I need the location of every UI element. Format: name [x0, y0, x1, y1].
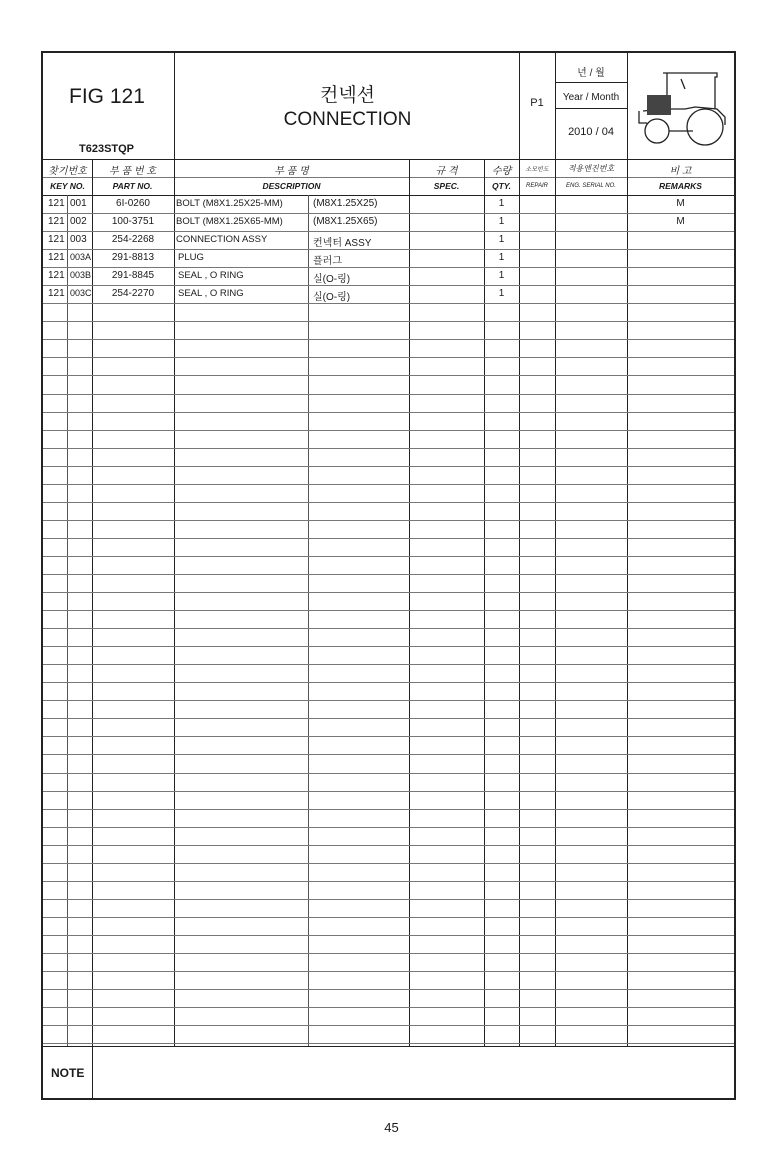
row-rule: [43, 989, 734, 990]
desc-kr-cell: (M8X1.25X25): [313, 198, 378, 209]
desc-cell: SEAL , O RING: [178, 270, 244, 281]
figure-number: FIG 121: [69, 85, 145, 108]
title-korean: 컨넥션: [319, 85, 376, 106]
row-rule: [43, 339, 734, 340]
row-rule: [43, 556, 734, 557]
year-month-label: Year / Month: [562, 92, 620, 103]
col-remarks-en: REMARKS: [659, 181, 702, 191]
col-repair-en: REPAIR: [526, 183, 548, 189]
col-repair-kr: 소모빈도: [525, 167, 549, 173]
row-rule: [43, 520, 734, 521]
qty-cell: 1: [498, 288, 505, 299]
row-rule: [43, 953, 734, 954]
fig-cell: 121: [48, 270, 65, 281]
page-code: P1: [530, 97, 544, 109]
part-cell: 254-2270: [111, 288, 155, 299]
row-rule: [43, 718, 734, 719]
desc-cell: CONNECTION ASSY: [176, 234, 268, 245]
row-rule: [43, 357, 734, 358]
parts-sheet: [41, 51, 736, 1100]
fig-cell: 121: [48, 234, 65, 245]
col-qty-kr: 수량: [491, 166, 512, 177]
row-rule: [43, 809, 734, 810]
row-rule: [43, 538, 734, 539]
qty-cell: 1: [498, 198, 505, 209]
row-rule: [43, 736, 734, 737]
key-cell: 003: [70, 234, 87, 245]
row-rule: [43, 773, 734, 774]
row-rule: [43, 1025, 734, 1026]
row-rule: [43, 394, 734, 395]
row-rule: [43, 375, 734, 376]
row-rule: [43, 971, 734, 972]
desc-cell: SEAL , O RING: [178, 288, 244, 299]
row-rule: [43, 646, 734, 647]
key-cell: 003B: [70, 270, 92, 280]
desc-kr-cell: 플러그: [313, 256, 342, 267]
row-rule: [43, 899, 734, 900]
col-qty-en: QTY.: [491, 181, 512, 191]
col-spec-en: SPEC.: [433, 181, 460, 191]
row-rule: [43, 484, 734, 485]
desc-cell: BOLT (M8X1.25X25-MM): [176, 198, 283, 209]
tractor-icon: [633, 65, 731, 152]
row-rule: [43, 412, 734, 413]
row-rule: [43, 502, 734, 503]
year-month-korean: 년 / 월: [577, 68, 605, 79]
remarks-cell: M: [676, 198, 685, 209]
row-rule: [43, 863, 734, 864]
desc-kr-cell: 컨넥터 ASSY: [313, 238, 372, 249]
row-rule: [43, 574, 734, 575]
col-key-en: KEY NO.: [50, 181, 85, 191]
qty-cell: 1: [498, 234, 505, 245]
row-rule: [43, 845, 734, 846]
qty-cell: 1: [498, 252, 505, 263]
row-rule: [43, 448, 734, 449]
fig-cell: 121: [48, 288, 65, 299]
part-cell: 100-3751: [111, 216, 155, 227]
row-rule: [43, 682, 734, 683]
col-eng-kr: 적용엔진번호: [567, 164, 615, 173]
desc-cell: PLUG: [178, 252, 204, 263]
note-label: NOTE: [51, 1066, 85, 1080]
part-cell: 291-8845: [111, 270, 155, 281]
part-cell: 6I-0260: [116, 198, 150, 209]
qty-cell: 1: [498, 216, 505, 227]
row-rule: [43, 430, 734, 431]
col-part-en: PART NO.: [112, 181, 153, 191]
col-remarks-kr: 비 고: [669, 166, 692, 177]
desc-kr-cell: 실(O-링): [313, 292, 351, 303]
qty-cell: 1: [498, 270, 505, 281]
row-rule: [43, 881, 734, 882]
row-rule: [43, 231, 734, 232]
row-rule: [43, 700, 734, 701]
row-rule: [43, 321, 734, 322]
year-month-value: 2010 / 04: [568, 126, 614, 138]
fig-cell: 121: [48, 216, 65, 227]
title-english: CONNECTION: [283, 109, 412, 130]
row-rule: [43, 827, 734, 828]
row-rule: [43, 610, 734, 611]
row-rule: [43, 754, 734, 755]
col-eng-en: ENG. SERIAL NO.: [566, 183, 616, 189]
key-cell: 003C: [70, 288, 92, 298]
page-number: 45: [384, 1120, 399, 1135]
row-rule: [43, 249, 734, 250]
part-cell: 254-2268: [111, 234, 155, 245]
key-cell: 001: [70, 198, 87, 209]
part-cell: 291-8813: [111, 252, 155, 263]
col-desc-kr: 부 품 명: [274, 166, 309, 177]
desc-cell: BOLT (M8X1.25X65-MM): [176, 216, 283, 227]
row-rule: [43, 592, 734, 593]
key-cell: 003A: [70, 252, 92, 262]
row-rule: [43, 466, 734, 467]
row-rule: [43, 664, 734, 665]
col-desc-en: DESCRIPTION: [262, 181, 321, 191]
col-spec-kr: 규 격: [435, 166, 458, 177]
row-rule: [43, 917, 734, 918]
fig-cell: 121: [48, 252, 65, 263]
row-rule: [43, 628, 734, 629]
fig-cell: 121: [48, 198, 65, 209]
desc-kr-cell: (M8X1.25X65): [313, 216, 378, 227]
row-rule: [43, 791, 734, 792]
row-rule: [43, 267, 734, 268]
row-rule: [43, 303, 734, 304]
desc-kr-cell: 실(O-링): [313, 274, 351, 285]
row-rule: [43, 285, 734, 286]
col-key-kr: 찾기번호: [48, 166, 87, 177]
row-rule: [43, 213, 734, 214]
remarks-cell: M: [676, 216, 685, 227]
row-rule: [43, 1007, 734, 1008]
row-rule: [43, 935, 734, 936]
row-rule: [43, 1043, 734, 1044]
key-cell: 002: [70, 216, 87, 227]
col-part-kr: 부 품 번 호: [109, 166, 156, 177]
model-code: T623STQP: [79, 143, 135, 155]
